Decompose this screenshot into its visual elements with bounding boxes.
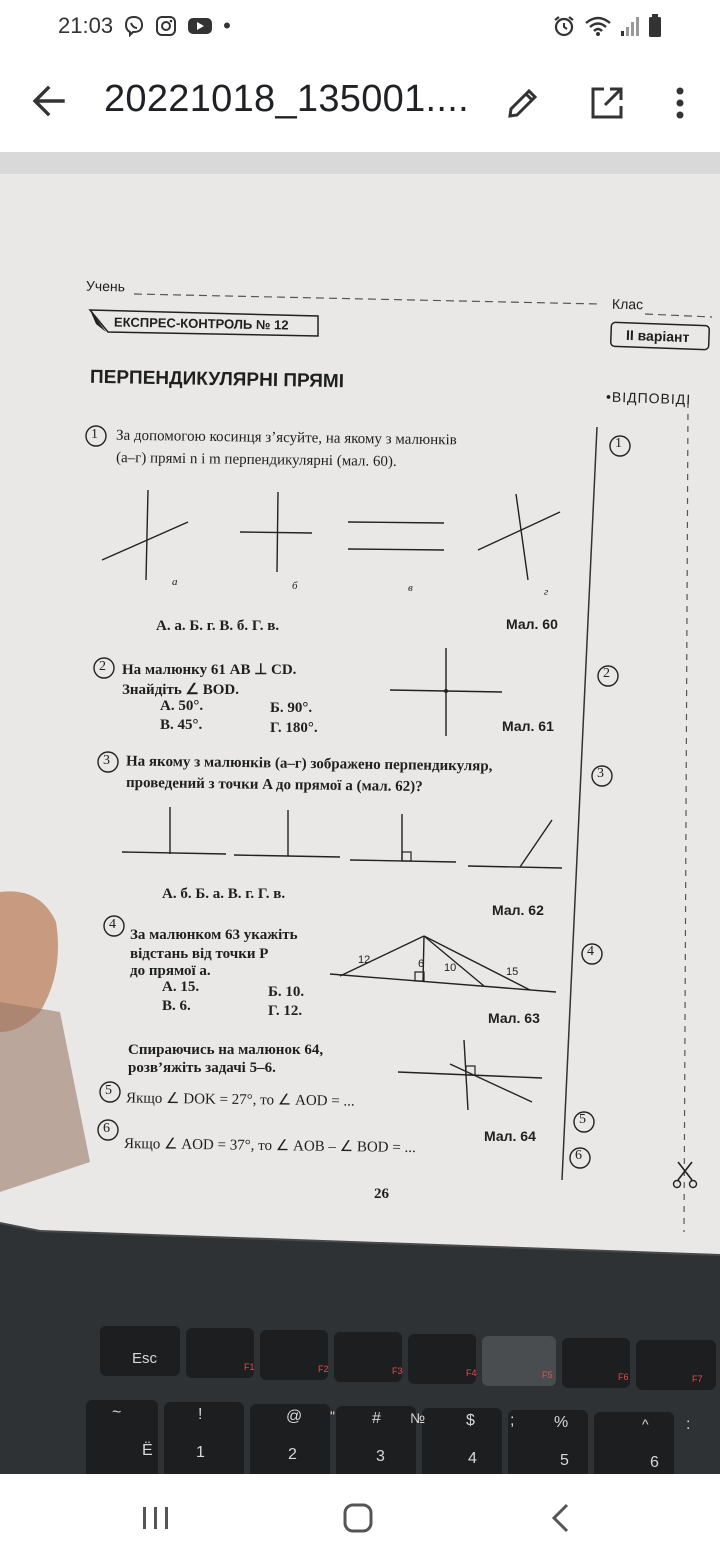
fig60-letter-v: в xyxy=(408,582,413,594)
key-f1: F1 xyxy=(244,1362,255,1372)
home-button[interactable] xyxy=(328,1498,388,1538)
key-tilde: ~ xyxy=(112,1404,122,1421)
key-dollar: $ xyxy=(466,1412,475,1429)
instagram-icon xyxy=(155,15,177,37)
fig60-letter-g: г xyxy=(544,586,549,598)
fig62-caption: Мал. 62 xyxy=(492,902,544,918)
app-bar xyxy=(0,52,720,152)
banner-title: ЕКСПРЕС-КОНТРОЛЬ № 12 xyxy=(113,314,289,333)
answers-label: •ВІДПОВІДІ xyxy=(605,388,692,408)
q1-number: 1 xyxy=(91,427,98,442)
nav-back-button[interactable] xyxy=(530,1498,590,1538)
key-caret: ^ xyxy=(642,1416,649,1432)
fig61-caption: Мал. 61 xyxy=(502,718,554,734)
key-f6: F6 xyxy=(618,1372,629,1382)
q5-text: Якщо ∠ DOK = 27°, то ∠ AOD = ... xyxy=(125,1090,355,1110)
alarm-icon xyxy=(552,14,576,38)
key-at: @ xyxy=(286,1408,303,1425)
q2-number: 2 xyxy=(99,659,106,674)
answer-num-5: 5 xyxy=(579,1112,586,1127)
intro56-line2: розв’яжіть задачі 5–6. xyxy=(128,1060,276,1076)
key-1: 1 xyxy=(196,1444,205,1461)
q4-line1: За малюнком 63 укажіть xyxy=(130,927,298,943)
student-label: Учень xyxy=(85,277,126,295)
status-dot: • xyxy=(223,13,231,38)
status-right xyxy=(552,14,662,38)
answer-num-2: 2 xyxy=(603,666,610,681)
answer-num-3: 3 xyxy=(597,766,604,781)
fig63-caption: Мал. 63 xyxy=(488,1010,540,1026)
q1-options: А. а. Б. г. В. б. Г. в. xyxy=(156,618,280,634)
status-bar xyxy=(0,0,720,52)
key-6: 6 xyxy=(650,1454,659,1471)
page-number: 26 xyxy=(374,1186,389,1202)
q2-option-g: Г. 180°. xyxy=(270,720,318,736)
key-f3: F3 xyxy=(392,1366,403,1376)
q4-option-g: Г. 12. xyxy=(268,1003,303,1019)
key-numero: № xyxy=(410,1410,426,1426)
fig60-letter-a: а xyxy=(172,576,178,588)
key-4: 4 xyxy=(468,1450,477,1467)
photo-viewer[interactable] xyxy=(0,152,720,1474)
key-esc: Esc xyxy=(132,1350,158,1367)
youtube-icon xyxy=(187,16,213,36)
q3-number: 3 xyxy=(103,753,110,768)
recent-apps-button[interactable] xyxy=(126,1498,186,1538)
variant-label: ІІ варіант xyxy=(625,326,690,346)
q2-line2: Знайдіть ∠ BOD. xyxy=(122,682,239,698)
home-icon xyxy=(342,1502,374,1534)
viber-icon xyxy=(123,15,145,37)
key-hash: # xyxy=(372,1410,381,1427)
status-time: 21:03 xyxy=(58,13,114,38)
key-5: 5 xyxy=(560,1452,569,1469)
q4-option-b: Б. 10. xyxy=(268,984,305,1000)
key-yo: Ё xyxy=(142,1442,153,1459)
system-nav-bar xyxy=(0,1474,720,1560)
signal-icon xyxy=(620,15,640,37)
answer-num-6: 6 xyxy=(575,1148,582,1163)
answer-num-4: 4 xyxy=(587,944,594,959)
key-excl: ! xyxy=(198,1406,203,1423)
key-f4: F4 xyxy=(466,1368,477,1378)
q1-line1: За допомогою косинця з’ясуйте, на якому з малюнків xyxy=(115,427,457,449)
page-heading: ПЕРПЕНДИКУЛЯРНІ ПРЯМІ xyxy=(89,366,345,393)
battery-icon xyxy=(648,14,662,38)
key-colon: : xyxy=(686,1416,691,1433)
q3-options: А. б. Б. а. В. г. Г. в. xyxy=(162,886,286,902)
answer-num-1: 1 xyxy=(615,436,622,451)
more-options-button[interactable] xyxy=(660,80,700,126)
q3-line2: проведений з точки A до прямої a (мал. 62)? xyxy=(125,774,423,796)
fig63-length-15: 15 xyxy=(506,966,519,978)
open-external-button[interactable] xyxy=(584,80,630,126)
fig64-caption: Мал. 64 xyxy=(484,1128,536,1144)
key-f7: F7 xyxy=(692,1374,703,1384)
q3-line1: На якому з малюнків (а–г) зображено перпендикуляр, xyxy=(125,753,493,775)
q6-text: Якщо ∠ AOD = 37°, то ∠ AOB – ∠ BOD = ... xyxy=(123,1135,416,1157)
q2-option-b: Б. 90°. xyxy=(270,700,313,716)
chevron-left-icon xyxy=(549,1502,571,1534)
more-vert-icon xyxy=(675,86,685,120)
intro56-line1: Спираючись на малюнок 64, xyxy=(128,1042,324,1058)
q4-option-a: А. 15. xyxy=(162,979,200,995)
file-title: 20221018_135001.... xyxy=(104,78,469,120)
q6-number: 6 xyxy=(103,1121,110,1136)
fig63-length-6: 6 xyxy=(418,958,425,970)
fig63-length-10: 10 xyxy=(444,962,457,974)
key-semicolon: ; xyxy=(510,1412,515,1429)
wifi-icon xyxy=(584,15,612,37)
key-2: 2 xyxy=(288,1446,297,1463)
q4-line2: відстань від точки P xyxy=(130,946,269,962)
key-f2: F2 xyxy=(318,1364,329,1374)
q4-option-v: В. 6. xyxy=(162,998,191,1014)
key-3: 3 xyxy=(376,1448,385,1465)
class-label: Клас xyxy=(611,295,644,313)
q1-line2: (а–г) прямі n і m перпендикулярні (мал. 60). xyxy=(115,450,397,470)
q2-option-v: В. 45°. xyxy=(160,717,203,733)
pencil-icon xyxy=(506,86,540,120)
key-f5: F5 xyxy=(542,1370,553,1380)
q4-line3: до прямої a. xyxy=(130,963,211,979)
recent-apps-icon xyxy=(141,1505,171,1531)
edit-button[interactable] xyxy=(500,80,546,126)
q2-line1: На малюнку 61 AB ⊥ CD. xyxy=(122,662,297,678)
open-in-new-icon xyxy=(590,86,624,120)
fig60-caption: Мал. 60 xyxy=(506,616,558,632)
key-quote: " xyxy=(330,1408,335,1424)
fig60-letter-b: б xyxy=(292,580,298,592)
key-percent: % xyxy=(554,1414,569,1431)
arrow-left-icon xyxy=(32,84,66,118)
fig63-length-12: 12 xyxy=(358,954,371,966)
q2-option-a: А. 50°. xyxy=(160,698,204,714)
q4-number: 4 xyxy=(109,917,116,932)
status-left xyxy=(58,13,231,39)
back-button[interactable] xyxy=(24,76,74,126)
photo-background xyxy=(0,152,720,1474)
q5-number: 5 xyxy=(105,1083,112,1098)
